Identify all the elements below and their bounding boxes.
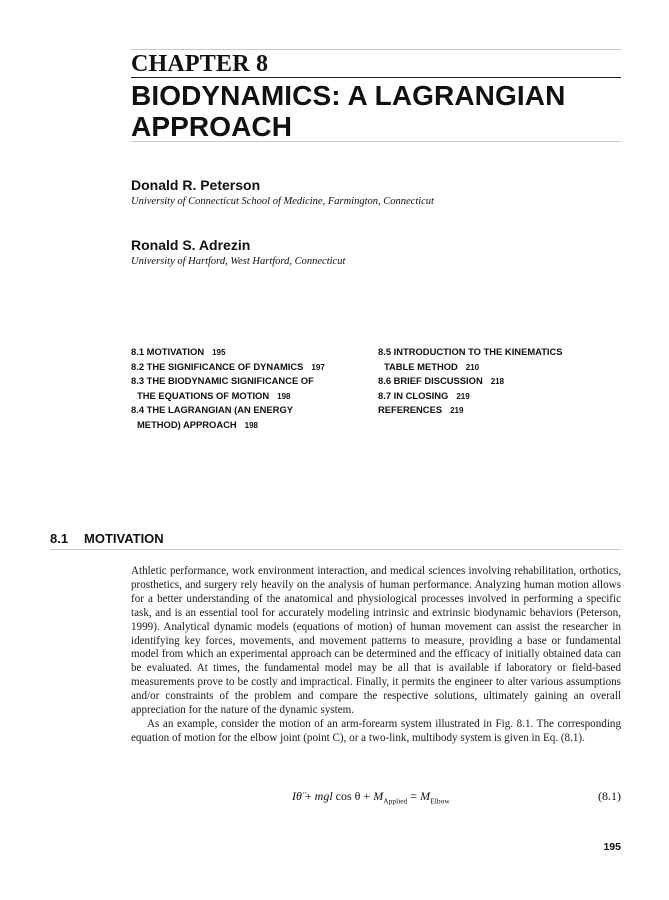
equation-8-1 <box>292 788 450 809</box>
toc-entry-continued[interactable] <box>378 360 571 375</box>
toc-entry-continued[interactable] <box>131 418 325 433</box>
toc-entry[interactable] <box>378 389 571 404</box>
body-paragraph: Athletic performance, work environment interaction, and medical sciences involving rehabilitation, orthotics, prosthetics, and surgery rely heavily on the analysis of human performance. Analyzing human motion allows for a better understanding of the anatomical and physiological processes involved in performing a specific task, and is an essential tool for accurately modeling intrinsic and extrinsic biodynamic behaviors (Peterson, 1999). Analytical dynamic models (equations of motion) of human movement can assist the researcher in identifying key forces, movements, and movement patterns to measure, providing a base or fundamental model from which an experimental approach can be determined and the efficacy of initially obtained data can be evaluated. At times, the fundamental model may be all that is available if laboratory or field-based measurements prove to be costly and impractical. Finally, it permits the engineer to alter various assumptions and/or constraints of the problem and compare the respective solutions, ultimately gaining an overall appreciation for the nature of the dynamic system. <box>131 565 621 717</box>
equation-term: M <box>420 789 431 803</box>
equation-subscript: Elbow <box>430 796 450 806</box>
toc-entry[interactable] <box>378 374 571 389</box>
page-number: 195 <box>603 841 621 853</box>
equation-number: (8.1) <box>598 789 621 803</box>
author-affiliation: University of Connecticut School of Medicine, Farmington, Connecticut <box>131 196 434 207</box>
toc-entry-title: 8.2 THE SIGNIFICANCE OF DYNAMICS <box>131 360 304 372</box>
toc-entry[interactable] <box>378 403 571 418</box>
toc-page-number: 219 <box>450 406 464 416</box>
chapter-title: BIODYNAMICS: A LAGRANGIAN APPROACH <box>131 80 566 142</box>
toc-entry[interactable] <box>131 345 325 360</box>
toc-page-number: 198 <box>277 391 291 401</box>
author-name: Ronald S. Adrezin <box>131 237 251 253</box>
equation-operator: + <box>304 789 312 803</box>
author-name: Donald R. Peterson <box>131 177 261 193</box>
toc-page-number: 195 <box>212 348 226 357</box>
equation-term: mgl <box>314 789 333 803</box>
body-paragraph: As an example, consider the motion of an arm-forearm system illustrated in Fig. 8.1. The corresponding equation of motion for the elbow joint (point C), or a two-link, multibody system is given in Eq. (8.1). <box>131 717 621 744</box>
contents-left-column <box>131 345 325 433</box>
toc-entry-title: 8.6 BRIEF DISCUSSION <box>378 375 483 387</box>
equation-term: cos θ <box>335 789 361 803</box>
toc-entry-title: 8.1 MOTIVATION <box>131 346 205 357</box>
equation-term: M <box>373 789 384 803</box>
author-affiliation: University of Hartford, West Hartford, Connecticut <box>131 256 346 267</box>
contents-right-column <box>378 345 571 418</box>
toc-entry-title: 8.7 IN CLOSING <box>378 389 449 401</box>
toc-entry[interactable] <box>131 360 325 375</box>
toc-entry-title: 8.3 THE BIODYNAMIC SIGNIFICANCE OF <box>131 375 314 387</box>
equation-operator: = <box>410 789 418 803</box>
equation-operator: + <box>363 789 371 803</box>
toc-page-number: 210 <box>465 362 480 372</box>
toc-entry-title: REFERENCES <box>378 404 443 416</box>
toc-page-number: 219 <box>456 391 470 401</box>
toc-page-number: 198 <box>244 420 259 430</box>
section-number: 8.1 <box>50 531 69 546</box>
toc-page-number: 197 <box>311 362 325 372</box>
toc-entry-title: METHOD) APPROACH <box>137 418 237 430</box>
toc-entry[interactable] <box>131 374 325 389</box>
toc-page-number: 218 <box>490 377 505 387</box>
equation-subscript: Applied <box>383 796 408 806</box>
equation-term: Iθ̈ <box>292 789 302 803</box>
toc-entry-title: THE EQUATIONS OF MOTION <box>137 389 270 401</box>
section-body <box>131 565 621 746</box>
toc-entry-continued[interactable] <box>131 389 325 404</box>
toc-entry-title: TABLE METHOD <box>384 360 458 372</box>
section-heading <box>50 531 621 550</box>
section-title: MOTIVATION <box>84 531 164 546</box>
toc-entry[interactable] <box>131 403 325 418</box>
chapter-label: CHAPTER 8 <box>131 51 269 77</box>
toc-entry-title: 8.5 INTRODUCTION TO THE KINEMATICS <box>378 346 563 357</box>
toc-entry[interactable] <box>378 345 571 360</box>
toc-entry-title: 8.4 THE LAGRANGIAN (AN ENERGY <box>131 404 293 416</box>
